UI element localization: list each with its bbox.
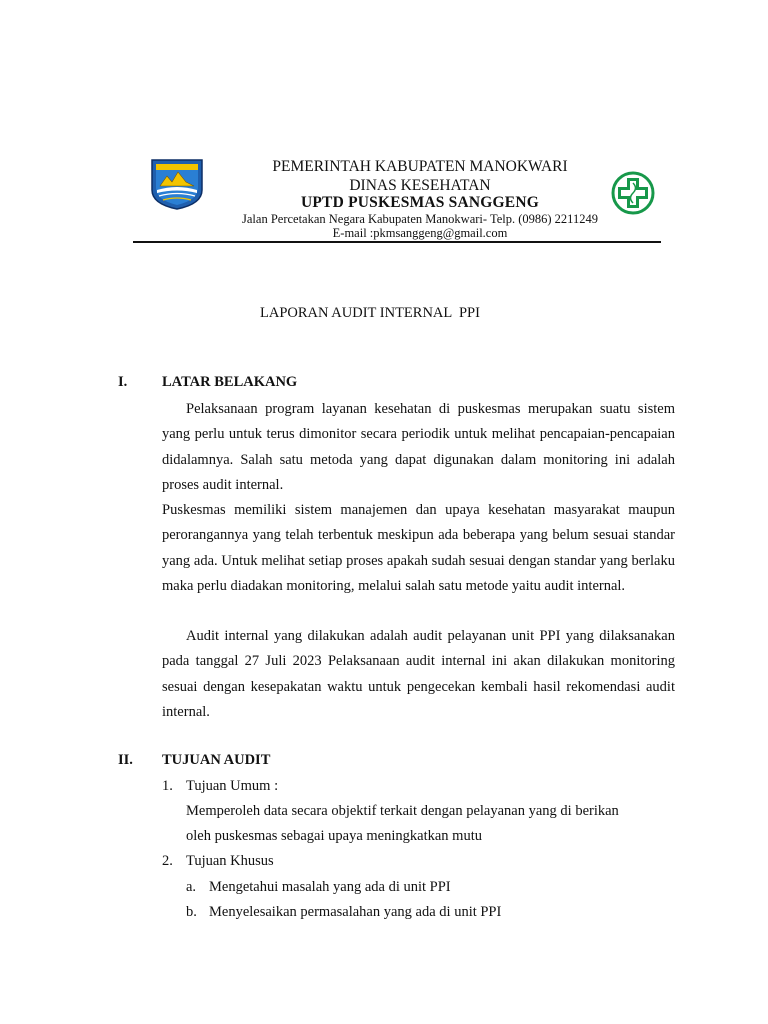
list-item-1-label: Tujuan Umum :	[186, 778, 279, 794]
section-1-heading: LATAR BELAKANG	[162, 374, 298, 390]
header-institution-name: UPTD PUSKESMAS SANGGENG	[301, 194, 539, 211]
sub-item-b-text: Menyelesaikan permasalahan yang ada di unit PPI	[209, 904, 502, 920]
list-item-1-text-line-1: Memperoleh data secara objektif terkait dengan pelayanan yang di berikan	[186, 803, 619, 819]
header-email: E-mail :pkmsanggeng@gmail.com	[332, 226, 508, 240]
list-item-2-number: 2.	[162, 853, 173, 869]
section-1-paragraph-1: Pelaksanaan program layanan kesehatan di puskesmas merupakan suatu sistem yang perlu untuk terus dimonitor secara periodik untuk melihat pencapaian-pencapaian didalamnya. Salah satu metoda yang dapat digunakan dalam monitoring ini adalah proses audit internal.	[162, 401, 675, 493]
section-2-heading: TUJUAN AUDIT	[162, 752, 271, 768]
header-address: Jalan Percetakan Negara Kabupaten Manokwari- Telp. (0986) 2211249	[242, 212, 598, 226]
sub-item-b-letter: b.	[186, 904, 197, 920]
list-item-2-label: Tujuan Khusus	[186, 853, 274, 869]
document-title: LAPORAN AUDIT INTERNAL PPI	[260, 305, 480, 321]
puskesmas-logo	[611, 171, 655, 215]
header-divider	[133, 241, 661, 243]
list-item-1-number: 1.	[162, 778, 173, 794]
sub-item-a-letter: a.	[186, 879, 197, 895]
kabupaten-crest-logo	[150, 158, 204, 210]
section-1-number: I.	[118, 374, 128, 390]
sub-item-a-text: Mengetahui masalah yang ada di unit PPI	[209, 879, 451, 895]
header-government-line: PEMERINTAH KABUPATEN MANOKWARI	[272, 158, 568, 175]
header-department-line: DINAS KESEHATAN	[349, 177, 491, 194]
section-2-number: II.	[118, 752, 133, 768]
list-item-1-text-line-2: oleh puskesmas sebagai upaya meningkatkan mutu	[186, 828, 482, 844]
section-1-paragraph-3: Audit internal yang dilakukan adalah audit pelayanan unit PPI yang dilaksanakan pada tanggal 27 Juli 2023 Pelaksanaan audit internal ini akan dilakukan monitoring sesuai dengan kesepakatan waktu untuk pengecekan kembali hasil rekomendasi audit internal.	[162, 628, 675, 720]
section-1-paragraph-2: Puskesmas memiliki sistem manajemen dan upaya kesehatan masyarakat maupun perorangannya yang telah terbentuk meskipun ada beberapa yang belum sesuai standar yang ada. Untuk melihat setiap proses apakah sudah sesuai dengan standar yang berlaku maka perlu diadakan monitoring, melalui salah satu metode yaitu audit internal.	[162, 502, 675, 594]
